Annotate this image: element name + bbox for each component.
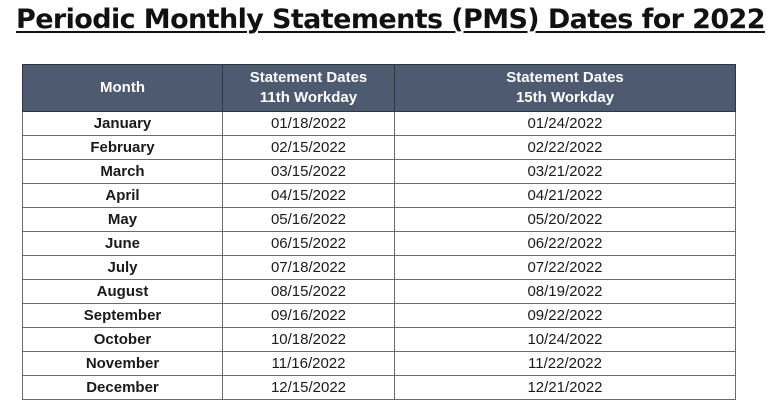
table-row	[23, 232, 736, 256]
date-11th-cell: 07/18/2022	[223, 256, 395, 280]
month-cell: July	[23, 256, 223, 280]
table-row	[23, 184, 736, 208]
table-row	[23, 208, 736, 232]
header-15th-workday	[395, 65, 736, 112]
month-cell: March	[23, 160, 223, 184]
header-month	[23, 65, 223, 112]
date-11th-cell: 09/16/2022	[223, 304, 395, 328]
date-11th-cell: 01/18/2022	[223, 112, 395, 136]
date-11th-cell: 04/15/2022	[223, 184, 395, 208]
month-cell: April	[23, 184, 223, 208]
month-cell: December	[23, 376, 223, 400]
month-cell: January	[23, 112, 223, 136]
table-row	[23, 160, 736, 184]
header-15th-line1: Statement Dates	[506, 69, 624, 86]
header-15th-line2: 15th Workday	[515, 89, 615, 106]
table-header	[23, 65, 736, 112]
header-row	[23, 65, 736, 112]
table-row	[23, 328, 736, 352]
date-15th-cell: 04/21/2022	[395, 184, 736, 208]
header-11th-workday	[223, 65, 395, 112]
date-15th-cell: 08/19/2022	[395, 280, 736, 304]
table-row	[23, 256, 736, 280]
date-15th-cell: 06/22/2022	[395, 232, 736, 256]
date-15th-cell: 05/20/2022	[395, 208, 736, 232]
date-15th-cell: 01/24/2022	[395, 112, 736, 136]
month-cell: November	[23, 352, 223, 376]
header-11th-line2: 11th Workday	[259, 89, 358, 106]
date-15th-cell: 09/22/2022	[395, 304, 736, 328]
date-11th-cell: 10/18/2022	[223, 328, 395, 352]
month-cell: June	[23, 232, 223, 256]
header-11th-line1: Statement Dates	[249, 69, 368, 86]
date-15th-cell: 12/21/2022	[395, 376, 736, 400]
table-row	[23, 136, 736, 160]
date-11th-cell: 06/15/2022	[223, 232, 395, 256]
table-row	[23, 352, 736, 376]
date-11th-cell: 02/15/2022	[223, 136, 395, 160]
date-15th-cell: 07/22/2022	[395, 256, 736, 280]
date-15th-cell: 10/24/2022	[395, 328, 736, 352]
table-row	[23, 112, 736, 136]
date-11th-cell: 08/15/2022	[223, 280, 395, 304]
header-month-label: Month	[100, 79, 145, 96]
date-11th-cell: 05/16/2022	[223, 208, 395, 232]
date-15th-cell: 11/22/2022	[395, 352, 736, 376]
date-15th-cell: 03/21/2022	[395, 160, 736, 184]
table-row	[23, 376, 736, 400]
month-cell: February	[23, 136, 223, 160]
date-11th-cell: 11/16/2022	[223, 352, 395, 376]
table-row	[23, 280, 736, 304]
month-cell: August	[23, 280, 223, 304]
date-11th-cell: 03/15/2022	[223, 160, 395, 184]
table-body	[23, 112, 736, 400]
statement-dates-table	[22, 64, 736, 400]
date-11th-cell: 12/15/2022	[223, 376, 395, 400]
month-cell: September	[23, 304, 223, 328]
page-title: Periodic Monthly Statements (PMS) Dates for 2022	[16, 4, 765, 35]
month-cell: October	[23, 328, 223, 352]
table-row	[23, 304, 736, 328]
month-cell: May	[23, 208, 223, 232]
date-15th-cell: 02/22/2022	[395, 136, 736, 160]
